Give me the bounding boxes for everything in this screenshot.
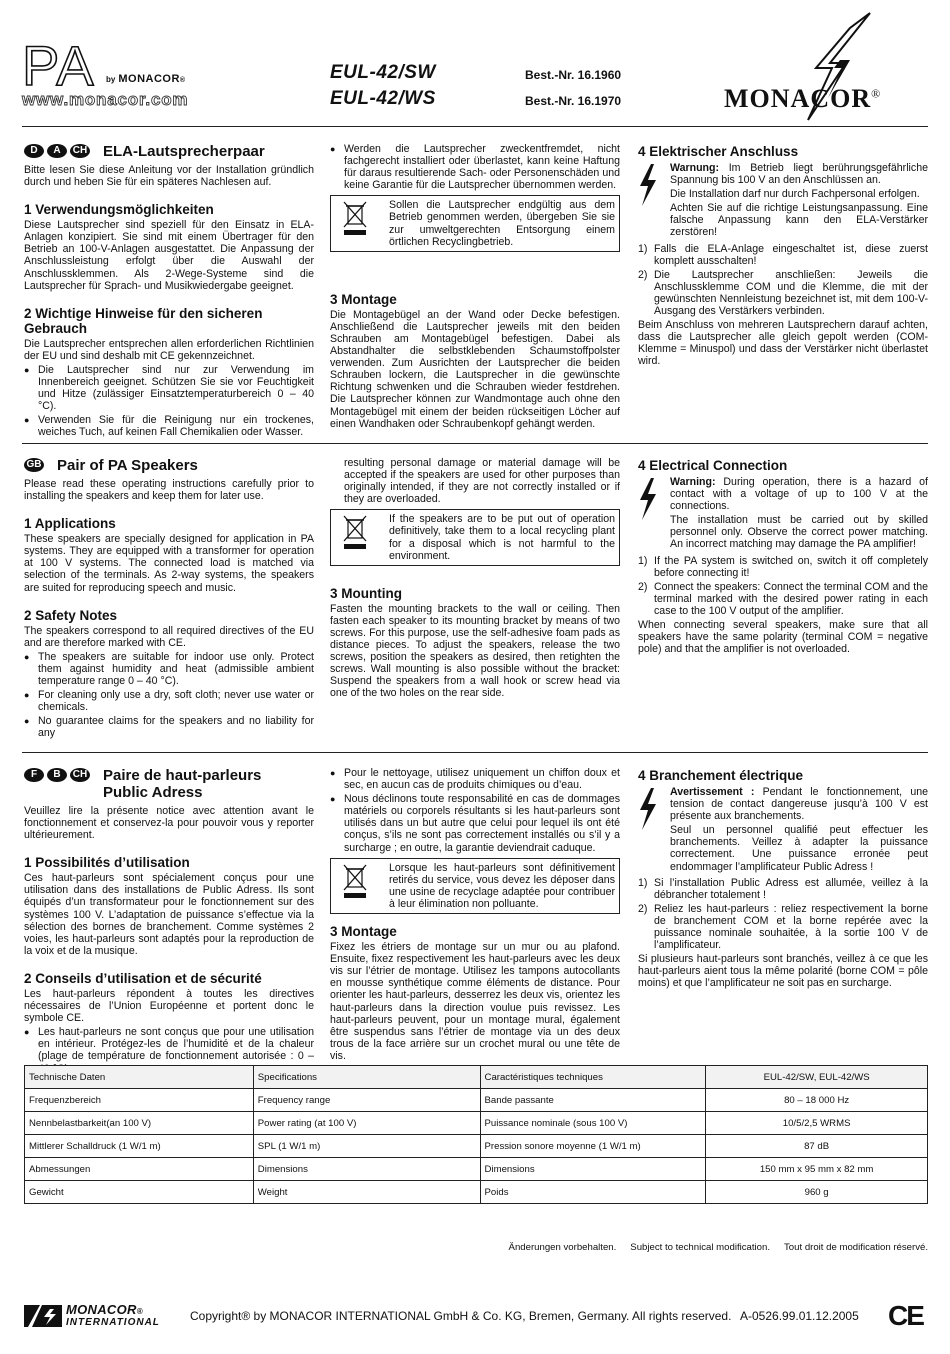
list-item: ● Verwenden Sie für die Reinigung nur ein trockenes, weiches Tuch, auf keinen Fall Chemikalien oder Wasser. (24, 414, 314, 439)
de-title: D A CH ELA-Lautsprecherpaar (24, 143, 314, 160)
fr-title: F B CH Paire de haut-parleurs Public Adress (24, 767, 314, 801)
pa-logo: PA (22, 34, 95, 97)
recycle-notice: If the speakers are to be put out of operation definitively, take them to a local recycling plant for a disposal which is not harmful to the environment. (330, 509, 620, 565)
gb-s1-text: These speakers are specially designed for application in PA systems. They are equipped with a transformer for operation at 100 V systems. The connected load is matched via selection of the terminals. As 2-way systems, the speakers are suited for reproducing speech and music. (24, 533, 314, 594)
spec-table (24, 1065, 928, 1204)
crossed-bin-icon (341, 514, 369, 550)
modification-notice: Änderungen vorbehalten. Subject to technical modification. Tout droit de modification réservé. (508, 1242, 928, 1253)
list-item: ● No guarantee claims for the speakers and no liability for any (24, 715, 314, 740)
high-voltage-icon (638, 478, 658, 520)
list-item: ● Les haut-parleurs ne sont conçus que pour une utilisation en intérieur. Protégez-les de l’humidité et de la chaleur (plage de température de fonctionnement autorisée : 0 – (24, 1026, 314, 1063)
gb-s2-title: 2 Safety Notes (24, 607, 118, 623)
table-row: Gewicht Weight Poids 960 g (25, 1181, 928, 1204)
model-name-ws: EUL-42/WS (330, 88, 436, 109)
fr-s1-title: 1 Possibilités d’utilisation (24, 855, 190, 871)
ce-mark: CE (888, 1300, 923, 1331)
de-column-1 (24, 143, 314, 441)
de-s2-text: Die Lautsprecher entsprechen allen erforderlichen Richtlinien der EU und sind deshalb mit CE gekennzeichnet. (24, 337, 314, 362)
order-number-sw: Best.-Nr. 16.1960 (525, 68, 622, 82)
gb-s3-text: Fasten the mounting brackets to the wall or ceiling. Then fasten each speaker to its mounting bracket by means of two screws. For this purpose, use the self-adhesive foam pads as distance pieces. To adjust the speakers, release the two screws, position the speakers as desired, then retighten the screws. Wall mounting is also possible without the bracket: Suspend the speakers from a wall hook or screw head via one of the two holes on the rear side. (330, 602, 620, 700)
high-voltage-icon (638, 164, 658, 206)
copyright-text: Copyright® by MONACOR INTERNATIONAL GmbH & Co. KG, Bremen, Germany. All rights reserved. (190, 1309, 732, 1323)
list-item: ● The speakers are suitable for indoor use only. Protect them against humidity and heat (admissible ambient temperature range 0 – 40 °C). (24, 650, 314, 688)
fr-s3-text: Fixez les étriers de montage sur un mur ou au plafond. Ensuite, fixez respectivement les haut-parleurs avec les deux vis sur l’étrier de montage. Utilisez les tampons autocollants en mousse synthétique comme éléments de distance. Pour orienter les haut-parleurs, desserrez les deux vis, orientez les haut-parleurs dans la direction voulue puis revissez. Les haut-parleurs peuvent, pour un montage mural, également être suspendus sans l’étrier de montage via un des deux trous de la face arrière sur un crochet mural ou une tête de vis. (330, 941, 620, 1062)
gb-s1-title: 1 Applications (24, 516, 116, 532)
fr-s4-end: Si plusieurs haut-parleurs sont branchés, veillez à ce que les haut-parleurs aient tous la même polarité (borne COM = pôle moins) et que l’amplificateur ne soit pas en surcharge. (638, 953, 928, 990)
fr-s2-title: 2 Conseils d’utilisation et de sécurité (24, 970, 262, 986)
website-url: www.monacor.com (22, 90, 189, 109)
monacor-mark-icon (24, 1305, 62, 1327)
crossed-bin-icon (341, 200, 369, 236)
list-item: 2) Die Lautsprecher anschließen: Jeweils die Anschlussklemme COM und die Klemme, die mit der gewünschten Nennleistung bezeichnet ist, mit dem 100-V-Ausgang des Verstärkers verbinden. (638, 268, 928, 318)
de-s3-text: Die Montagebügel an der Wand oder Decke befestigen. Anschließend die Lautsprecher jeweils mit den beiden Schrauben am Montagebügel befestigen. Dabei als Abstandhalter die selbstklebenden Schaumstoffpolster verwenden. Zum Ausrichten der Lautsprecher die beiden Schrauben lockern, die Lautsprecher in die gewünschte Richtung schwenken und die Schrauben wieder festdrehen. Die Lautsprecher können zur Wandmontage auch ohne den Montagebügel mit einem der beiden rückseitigen Löcher auf einen Wandhaken oder Schraubenkopf gehängt werden. (330, 308, 620, 430)
de-column-3 (638, 143, 928, 370)
monacor-international-logo: MONACOR® INTERNATIONAL (24, 1304, 160, 1328)
table-row: Technische Daten Specifications Caractéristiques techniques EUL-42/SW, EUL-42/WS (25, 1066, 928, 1089)
divider (22, 752, 928, 753)
table-row: Mittlerer Schalldruck (1 W/1 m) SPL (1 W/1 m) Pression sonore moyenne (1 W/1 m) 87 dB (25, 1135, 928, 1158)
fr-intro: Veuillez lire la présente notice avec attention avant le fonctionnement et conservez-la pour pouvoir vous y reporter ultérieurement. (24, 805, 314, 842)
table-row: Abmessungen Dimensions Dimensions 150 mm x 95 mm x 82 mm (25, 1158, 928, 1181)
de-s1-title: 1 Verwendungsmöglichkeiten (24, 202, 214, 218)
list-item: ● Die Lautsprecher sind nur zur Verwendung im Innenbereich geeignet. Schützen Sie sie vor Feuchtigkeit und Hitze (zulässiger Einsatztemperaturbereich 0 – 40 °C). (24, 363, 314, 413)
de-s3-title: 3 Montage (330, 291, 397, 307)
gb-intro: Please read these operating instructions carefully prior to installing the speakers and keep them for later use. (24, 478, 314, 503)
list-item: ● Pour le nettoyage, utilisez uniquement un chiffon doux et sec, en aucun cas de produits chimiques ou d’eau. (330, 767, 620, 792)
gb-s3-title: 3 Mounting (330, 585, 402, 601)
order-number-ws: Best.-Nr. 16.1970 (525, 94, 622, 108)
fr-s2-text: Les haut-parleurs répondent à toutes les directives nécessaires de l’Union Européenne et portent donc le symbole CE. (24, 987, 314, 1025)
high-voltage-icon (638, 788, 658, 830)
list-item: 1) Falls die ELA-Anlage eingeschaltet ist, diese zuerst komplett ausschalten! (638, 242, 928, 267)
fr-column-1 (24, 767, 314, 1077)
gb-s4-title: 4 Electrical Connection (638, 458, 788, 473)
gb-column-2 (330, 457, 620, 702)
fr-s4-title: 4 Branchement électrique (638, 768, 804, 783)
de-s4-title: 4 Elektrischer Anschluss (638, 144, 799, 159)
recycle-notice: Lorsque les haut-parleurs sont définitivement retirés du service, vous devez les déposer dans une usine de recyclage adaptée pour contribuer à leur élimination non polluante. (330, 858, 620, 914)
list-item: ● Werden die Lautsprecher zweckentfremdet, nicht fachgerecht installiert oder überlastet, kann keine Haftung für daraus resultierende Sach- oder Personenschäden und keine Garantie für die Lautsprecher übernommen werden. (330, 143, 620, 192)
gb-s2-text: The speakers correspond to all required directives of the EU and are therefore marked with CE. (24, 624, 314, 649)
gb-s4-end: When connecting several speakers, make sure that all speakers have the same polarity (terminal COM = negative pole) and that the amplifier is not overloaded. (638, 619, 928, 656)
fr-column-2 (330, 767, 620, 1064)
list-item: 2) Reliez les haut-parleurs : reliez respectivement la borne de branchement COM et la borne repérée avec la puissance nominale souhaitée, à la sortie 100 V de l’amplificateur. (638, 902, 928, 952)
crossed-bin-icon (341, 863, 369, 899)
de-s2-title: 2 Wichtige Hinweise für den sicheren Gebrauch (24, 305, 263, 336)
de-intro: Bitte lesen Sie diese Anleitung vor der Installation gründlich durch und heben Sie für ein späteres Nachlesen auf. (24, 164, 314, 189)
fr-warning: Avertissement : Pendant le fonctionnement, une tension de contact dangereuse jusqu’à 100 V est présente aux branchements. Seul un personnel qualifié peut effectuer les branchements. Veillez à adapter la puissance correctement. Une puissance erronée peut endommager l’amplificateur Public Adress ! (638, 786, 928, 875)
model-name-sw: EUL-42/SW (330, 62, 436, 83)
de-s4-end: Beim Anschluss von mehreren Lautsprechern darauf achten, dass die Lautsprecher alle gleich gepolt werden (COM-Klemme = Minuspol) und dass der Verstärker nicht überlastet wird. (638, 319, 928, 368)
gb-title: GB Pair of PA Speakers (24, 457, 314, 474)
de-warning: Warnung: Im Betrieb liegt berührungsgefährliche Spannung bis 100 V an den Anschlüssen an. Die Installation darf nur durch Fachpersonal erfolgen. Achten Sie auf die richtige Leistungsanpassung. Eine falsche Anpassung kann den ELA-Verstärker zerstören! (638, 162, 928, 241)
gb-warning: Warning: During operation, there is a hazard of contact with a voltage of up to 100 V at the connections. The installation must be carried out by skilled personnel only. Observe the correct power matching. An incorrect matching may damage the PA amplifier! (638, 476, 928, 553)
divider (22, 126, 928, 127)
table-row: Frequenzbereich Frequency range Bande passante 80 – 18 000 Hz (25, 1089, 928, 1112)
list-item: 1) Si l’installation Public Adress est allumée, veillez à la débrancher totalement ! (638, 876, 928, 901)
gb-continued-text: resulting personal damage or material damage will be accepted if the speakers are used for other purposes than originally intended, if they are not correctly installed or if they are overloaded. (344, 457, 620, 506)
fr-s3-title: 3 Montage (330, 924, 397, 940)
list-item: ● Nous déclinons toute responsabilité en cas de dommages matériels ou corporels résultants si les haut-parleurs sont utilisés dans un but autre que celui pour lequel ils ont été conçus, s’ils ne sont pas correctement installés ou s’il y a surcharge ; en outre, la garantie deviendrait caduque. (330, 793, 620, 854)
by-monacor: by MONACOR® (106, 73, 186, 85)
document-number: A-0526.99.01.12.2005 (740, 1309, 859, 1323)
divider (22, 443, 928, 444)
de-column-2 (330, 143, 620, 432)
recycle-notice: Sollen die Lautsprecher endgültig aus dem Betrieb genommen werden, übergeben Sie sie zur umweltgerechten Entsorgung einem örtlichen Recyclingbetrieb. (330, 195, 620, 251)
gb-column-3 (638, 457, 928, 657)
list-item: 1) If the PA system is switched on, switch it off completely before connecting it! (638, 554, 928, 579)
list-item: ● For cleaning only use a dry, soft cloth; never use water or chemicals. (24, 689, 314, 714)
monacor-brand: MONACOR® (724, 84, 882, 113)
fr-column-3 (638, 767, 928, 992)
fr-s1-text: Ces haut-parleurs sont spécialement conçus pour une utilisation dans des installations de Public Adress. Ils sont équipés d’un transformateur pour le fonctionnement sur des systèmes 100 V. L’adaptation de puissance s’effectue via la sélection des bornes de branchement. Comme systèmes 2 voies, les haut-parleurs sont adaptés pour la reproduction de la voix et de la musique. (24, 872, 314, 957)
gb-column-1 (24, 457, 314, 742)
table-row: Nennbelastbarkeit(an 100 V) Power rating (at 100 V) Puissance nominale (sous 100 V) 10/5/2,5 WRMS (25, 1112, 928, 1135)
list-item: 2) Connect the speakers: Connect the terminal COM and the terminal marked with the desired power rating in each case to the 100 V output of the amplifier. (638, 580, 928, 617)
de-s1-text: Diese Lautsprecher sind speziell für den Einsatz in ELA-Anlagen konzipiert. Sie sind mit einem Übertrager für den Betrieb an 100-V-Anlagen ausgestattet. Die Anpassung der Anschlussleistung erfolgt über die Auswahl der Anschlussklemmen. Als 2-Wege-Systeme sind die Lautsprecher für Sprach- und Musikwiedergabe geeignet. (24, 219, 314, 292)
